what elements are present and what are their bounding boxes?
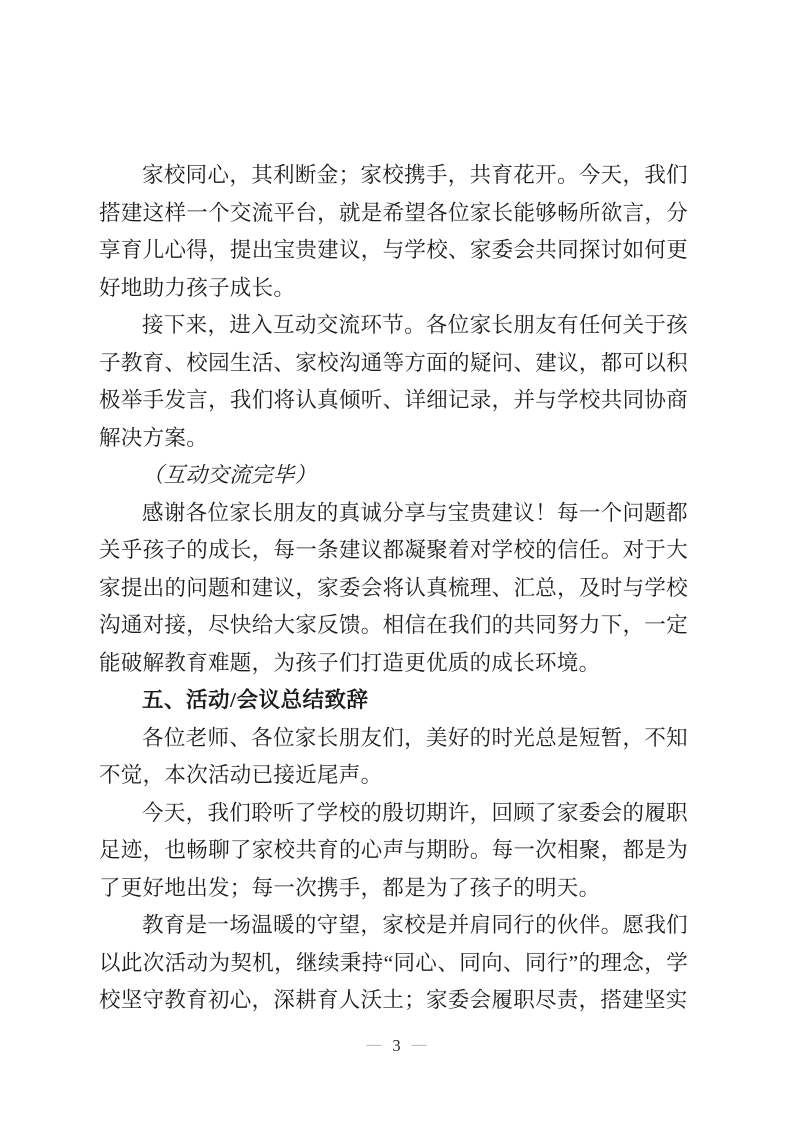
paragraph-opening: 家校同心，其利断金；家校携手，共育花开。今天，我们搭建这样一个交流平台，就是希望各位家长能够畅所欲言，分享育儿心得，提出宝贵建议，与学校、家委会共同探讨如何更好地助力孩子成长。 — [99, 163, 688, 300]
paragraph-thanks-feedback: 感谢各位家长朋友的真诚分享与宝贵建议！每一个问题都关乎孩子的成长，每一条建议都凝聚着对学校的信任。对于大家提出的问题和建议，家委会将认真梳理、汇总，及时与学校沟通对接，尽快给大家反馈。相信在我们的共同努力下，一定能破解教育难题，为孩子们打造更优质的成长环境。 — [99, 500, 688, 675]
section-heading-closing-remarks: 五、活动/会议总结致辞 — [142, 688, 369, 712]
paragraph-interactive-session: 接下来，进入互动交流环节。各位家长朋友有任何关于孩子教育、校园生活、家校沟通等方面的疑问、建议，都可以积极举手发言，我们将认真倾听、详细记录，并与学校共同协商解决方案。 — [99, 313, 688, 450]
document-body — [99, 157, 688, 1020]
stage-direction-note: （互动交流完毕） — [142, 463, 317, 487]
paragraph-closing-intro: 各位老师、各位家长朋友们，美好的时光总是短暂，不知不觉，本次活动已接近尾声。 — [99, 725, 688, 787]
footer-dash-left: — — [366, 1037, 382, 1053]
paragraph-closing-review: 今天，我们聆听了学校的殷切期许，回顾了家委会的履职足迹，也畅聊了家校共育的心声与期盼。每一次相聚，都是为了更好地出发；每一次携手，都是为了孩子的明天。 — [99, 800, 688, 900]
footer-dash-right: — — [411, 1037, 427, 1053]
page-footer — [0, 1034, 793, 1058]
paragraph-closing-wish: 教育是一场温暖的守望，家校是并肩同行的伙伴。愿我们以此次活动为契机，继续秉持“同心、同向、同行”的理念，学校坚守教育初心，深耕育人沃土；家委会履职尽责，搭建坚实 — [99, 913, 688, 1012]
page-number: 3 — [392, 1036, 401, 1055]
